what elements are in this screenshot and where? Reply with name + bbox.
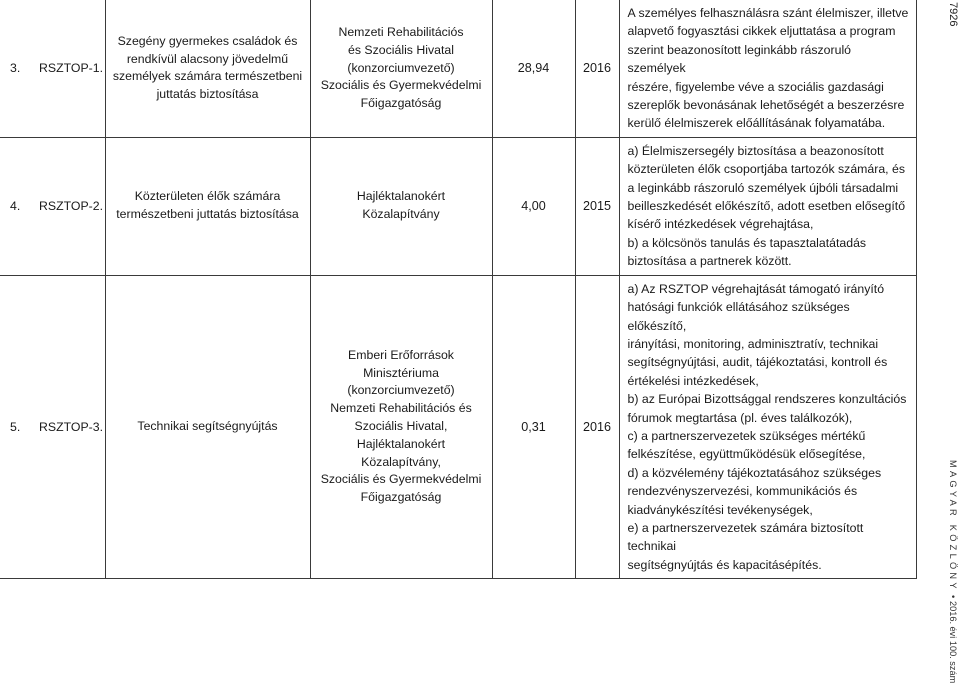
page-margin	[937, 0, 960, 691]
description-cell	[619, 275, 916, 579]
table-row	[0, 137, 916, 275]
program-title-cell	[105, 0, 310, 137]
year-cell: 2016	[575, 275, 619, 579]
description-line: c) a partnerszervezetek szükséges mértékű	[627, 428, 866, 443]
beneficiary-line: és Szociális Hivatal	[348, 42, 454, 57]
description-line: a leginkább rászoruló személyek újbóli társadalmi	[627, 180, 899, 195]
description-line: segítségnyújtási, audit, tájékoztatási, kontroll és	[627, 355, 888, 370]
page-number: 7926	[947, 2, 959, 27]
description-line: közterületen élők csoportjába tartozók számára, és	[627, 162, 906, 177]
description-line: b) a kölcsönös tanulás és tapasztalatátadás	[627, 235, 867, 250]
description-line: értékelési intézkedések,	[627, 373, 759, 388]
beneficiary-line: Szociális és Gyermekvédelmi	[320, 78, 482, 93]
row-number: 3.	[10, 61, 21, 76]
description-line: szereplők bevonásának lehetőségét a beszerzésre	[627, 98, 905, 113]
program-title-line: természetbeni juttatás biztosítása	[116, 207, 299, 222]
beneficiary-line: Emberi Erőforrások	[348, 347, 454, 362]
description-line: kísérő intézkedések végrehajtása,	[627, 217, 814, 232]
description-line: b) az Európai Bizottsággal rendszeres konzultációs	[627, 392, 907, 407]
issue-number: 2016. évi 100. szám	[948, 600, 958, 683]
description-line: a) Az RSZTOP végrehajtását támogató irányító	[627, 281, 885, 296]
running-footer	[948, 460, 958, 683]
amount-cell: 4,00	[492, 137, 575, 275]
program-title-line: Szegény gyermekes családok és	[117, 33, 298, 48]
beneficiary-line: Közalapítvány	[362, 207, 440, 222]
beneficiary-line: Szociális Hivatal,	[354, 419, 448, 434]
description-line: kiadványkészítési tevékenységek,	[627, 502, 813, 517]
beneficiary-line: Főigazgatóság	[360, 96, 442, 111]
description-line: rendezvényszervezési, kommunikációs és	[627, 484, 858, 499]
program-title-line: személyek számára természetbeni	[112, 69, 303, 84]
description-line: hatósági funkciók ellátásához szükséges előkészítő,	[627, 300, 850, 333]
program-title-cell	[105, 137, 310, 275]
beneficiary-line: Hajléktalanokért	[356, 436, 446, 451]
beneficiary-line: Főigazgatóság	[360, 490, 442, 505]
program-title-line: Technikai segítségnyújtás	[137, 419, 278, 434]
description-line: részére, figyelembe véve a szociális gazdasági	[627, 79, 884, 94]
description-line: fórumok megtartása (pl. éves találkozók),	[627, 410, 853, 425]
description-line: a) Élelmiszersegély biztosítása a beazonosított	[627, 143, 884, 158]
description-line: d) a közvélemény tájékoztatásához szükséges	[627, 465, 882, 480]
table-row	[0, 275, 916, 579]
beneficiary-line: (konzorciumvezető)	[347, 60, 455, 75]
program-title-cell	[105, 275, 310, 579]
beneficiary-cell	[310, 0, 492, 137]
description-line: alapvető fogyasztási cikkek eljuttatása a program	[627, 24, 896, 39]
beneficiary-line: Nemzeti Rehabilitációs és	[330, 401, 472, 416]
beneficiary-line: Minisztériuma	[363, 365, 439, 380]
description-line: kerülő élelmiszerek előállításának folyamatába.	[627, 116, 886, 131]
row-id-cell	[0, 0, 105, 137]
separator-bullet: •	[948, 594, 958, 598]
description-cell	[619, 137, 916, 275]
beneficiary-line: Közalapítvány,	[361, 454, 441, 469]
description-cell	[619, 0, 916, 137]
description-line: segítségnyújtás és kapacitásépítés.	[627, 557, 822, 572]
description-line: A személyes felhasználásra szánt élelmiszer, illetve	[627, 6, 909, 20]
description-line: szerint beazonosított leginkább rászoruló személyek	[627, 42, 852, 76]
program-title-line: juttatás biztosítása	[156, 87, 259, 102]
amount-cell: 28,94	[492, 0, 575, 137]
description-line: felkészítése, együttműködésük elősegítése,	[627, 447, 866, 462]
beneficiary-cell	[310, 275, 492, 579]
beneficiary-line: Szociális és Gyermekvédelmi	[320, 472, 482, 487]
row-id-cell	[0, 275, 105, 579]
program-code: RSZTOP-3.	[39, 419, 104, 434]
row-number: 4.	[10, 199, 21, 214]
description-line: beilleszkedését előkészítő, adott esetben elősegítő	[627, 199, 906, 214]
beneficiary-line: Hajléktalanokért	[356, 189, 446, 204]
amount-cell: 0,31	[492, 275, 575, 579]
year-cell: 2016	[575, 0, 619, 137]
program-title-line: rendkívül alacsony jövedelmű	[126, 51, 289, 66]
program-title-line: Közterületen élők számára	[134, 189, 281, 204]
table-row	[0, 0, 916, 137]
year-cell: 2015	[575, 137, 619, 275]
beneficiary-cell	[310, 137, 492, 275]
beneficiary-line: (konzorciumvezető)	[347, 383, 455, 398]
program-code: RSZTOP-2.	[39, 199, 104, 214]
description-line: e) a partnerszervezetek számára biztosított technikai	[627, 520, 864, 554]
program-code: RSZTOP-1.	[39, 61, 104, 76]
row-id-cell	[0, 137, 105, 275]
journal-name: MAGYAR KÖZLÖNY	[948, 459, 958, 592]
description-line: biztosítása a partnerek között.	[627, 254, 792, 269]
row-number: 5.	[10, 419, 21, 434]
description-line: irányítási, monitoring, adminisztratív, technikai	[627, 336, 879, 351]
beneficiary-line: Nemzeti Rehabilitációs	[338, 24, 464, 39]
